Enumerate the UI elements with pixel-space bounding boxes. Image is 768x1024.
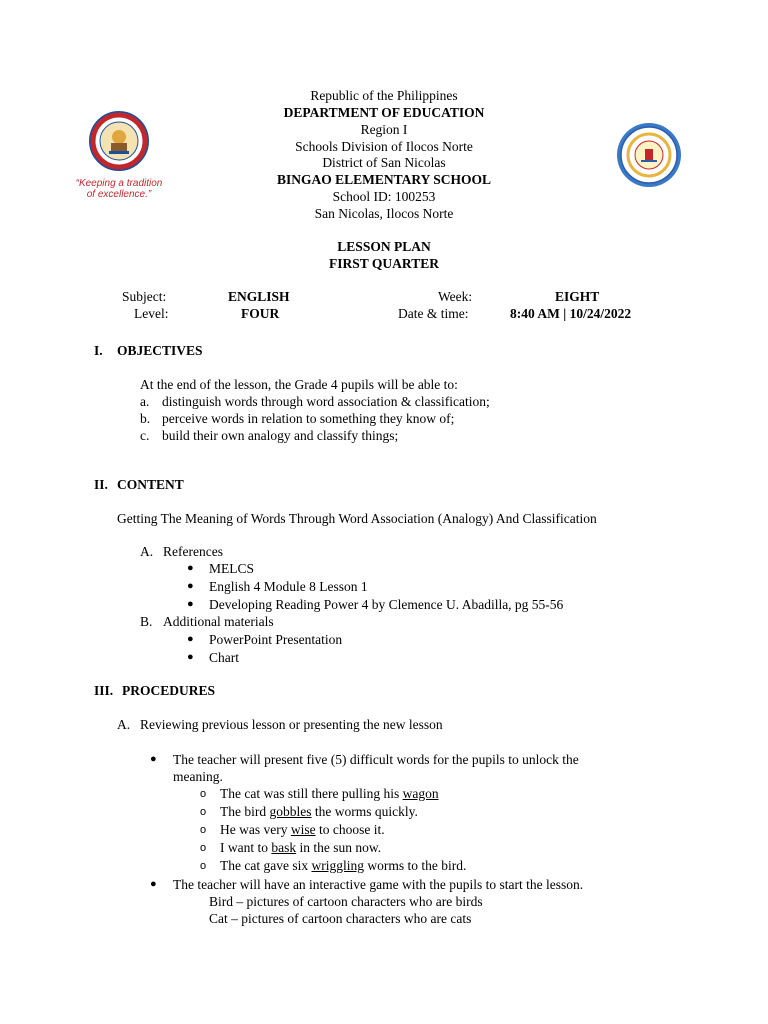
- content-topic: Getting The Meaning of Words Through Word Association (Analogy) And Classification: [117, 511, 597, 526]
- sentence-item: [220, 858, 466, 874]
- level-label: Level:: [134, 306, 169, 321]
- objective-item-c: build their own analogy and classify things;: [162, 428, 399, 443]
- bullet-icon: ●: [187, 562, 194, 574]
- datetime-value: 8:40 AM | 10/24/2022: [510, 306, 632, 321]
- sentence-text: the worms quickly.: [311, 804, 418, 819]
- sentence-item: [220, 822, 385, 838]
- objectives-intro: At the end of the lesson, the Grade 4 pupils will be able to:: [140, 377, 458, 392]
- bullet-icon: ●: [187, 598, 194, 610]
- week-value: EIGHT: [555, 289, 600, 304]
- datetime-label: Date & time:: [398, 306, 469, 321]
- objective-marker-c: c.: [140, 428, 150, 443]
- subject-value: ENGLISH: [228, 289, 290, 304]
- procedure-bullet-1-cont: meaning.: [173, 769, 223, 784]
- reference-item: English 4 Module 8 Lesson 1: [209, 579, 368, 594]
- header-address: San Nicolas, Ilocos Norte: [314, 206, 454, 221]
- material-item: PowerPoint Presentation: [209, 632, 343, 647]
- circle-bullet-icon: o: [200, 824, 207, 836]
- sentence-text: The bird: [220, 804, 270, 819]
- objective-marker-a: a.: [140, 394, 150, 409]
- motto-line-1: “Keeping a tradition: [75, 178, 163, 189]
- circle-bullet-icon: o: [200, 806, 207, 818]
- bullet-icon: ●: [187, 580, 194, 592]
- motto-line-2: of excellence.”: [86, 189, 152, 200]
- header-department: DEPARTMENT OF EDUCATION: [283, 105, 485, 120]
- lesson-plan-title: LESSON PLAN: [337, 239, 431, 254]
- vocab-word: wriggling: [311, 858, 364, 873]
- week-label: Week:: [438, 289, 473, 304]
- sentence-item: [220, 804, 418, 820]
- bullet-icon: ●: [150, 753, 157, 765]
- vocab-word: wise: [290, 822, 316, 837]
- header-division: Schools Division of Ilocos Norte: [295, 139, 473, 154]
- objectives-numeral: I.: [94, 343, 103, 358]
- vocab-word: wagon: [402, 786, 439, 801]
- objective-item-a: distinguish words through word association & classification;: [162, 394, 490, 409]
- header-republic: Republic of the Philippines: [310, 88, 458, 103]
- objective-marker-b: b.: [140, 411, 151, 426]
- content-numeral: II.: [94, 477, 108, 492]
- vocab-word: bask: [271, 840, 297, 855]
- game-cat-line: Cat – pictures of cartoon characters who are cats: [209, 911, 472, 926]
- objective-item-b: perceive words in relation to something they know of;: [162, 411, 455, 426]
- materials-label: Additional materials: [163, 614, 274, 629]
- procedure-a-marker: A.: [117, 717, 131, 732]
- circle-bullet-icon: o: [200, 842, 207, 854]
- sentence-text: The cat gave six: [220, 858, 312, 873]
- header-school-name: BINGAO ELEMENTARY SCHOOL: [276, 172, 492, 187]
- content-heading: CONTENT: [117, 477, 184, 492]
- bullet-icon: ●: [150, 878, 157, 890]
- quarter-title: FIRST QUARTER: [329, 256, 439, 271]
- sentence-item: [220, 840, 381, 856]
- circle-bullet-icon: o: [200, 788, 207, 800]
- sentence-text: worms to the bird.: [363, 858, 467, 873]
- sentence-text: to choose it.: [315, 822, 385, 837]
- sentence-text: I want to: [220, 840, 272, 855]
- header-school-id: School ID: 100253: [332, 189, 436, 204]
- header-district: District of San Nicolas: [322, 155, 446, 170]
- procedure-bullet-2: The teacher will have an interactive game with the pupils to start the lesson.: [173, 877, 584, 892]
- objectives-heading: OBJECTIVES: [117, 343, 203, 358]
- reference-item: MELCS: [209, 561, 255, 576]
- sentence-item: [220, 786, 439, 802]
- subject-label: Subject:: [122, 289, 167, 304]
- circle-bullet-icon: o: [200, 860, 207, 872]
- procedure-a-label: Reviewing previous lesson or presenting the new lesson: [140, 717, 443, 732]
- vocab-word: gobbles: [269, 804, 312, 819]
- reference-item: Developing Reading Power 4 by Clemence U. Abadilla, pg 55-56: [209, 597, 564, 612]
- sentence-text: He was very: [220, 822, 291, 837]
- header-region: Region I: [360, 122, 408, 137]
- bullet-icon: ●: [187, 633, 194, 645]
- procedure-bullet-1: The teacher will present five (5) difficult words for the pupils to unlock the: [173, 752, 579, 767]
- bullet-icon: ●: [187, 651, 194, 663]
- sentence-text: in the sun now.: [296, 840, 382, 855]
- references-label: References: [163, 544, 223, 559]
- procedures-heading: PROCEDURES: [122, 683, 216, 698]
- level-value: FOUR: [241, 306, 280, 321]
- references-marker: A.: [140, 544, 154, 559]
- procedures-numeral: III.: [94, 683, 114, 698]
- sentence-text: The cat was still there pulling his: [220, 786, 403, 801]
- game-bird-line: Bird – pictures of cartoon characters who are birds: [209, 894, 483, 909]
- materials-marker: B.: [140, 614, 153, 629]
- material-item: Chart: [209, 650, 239, 665]
